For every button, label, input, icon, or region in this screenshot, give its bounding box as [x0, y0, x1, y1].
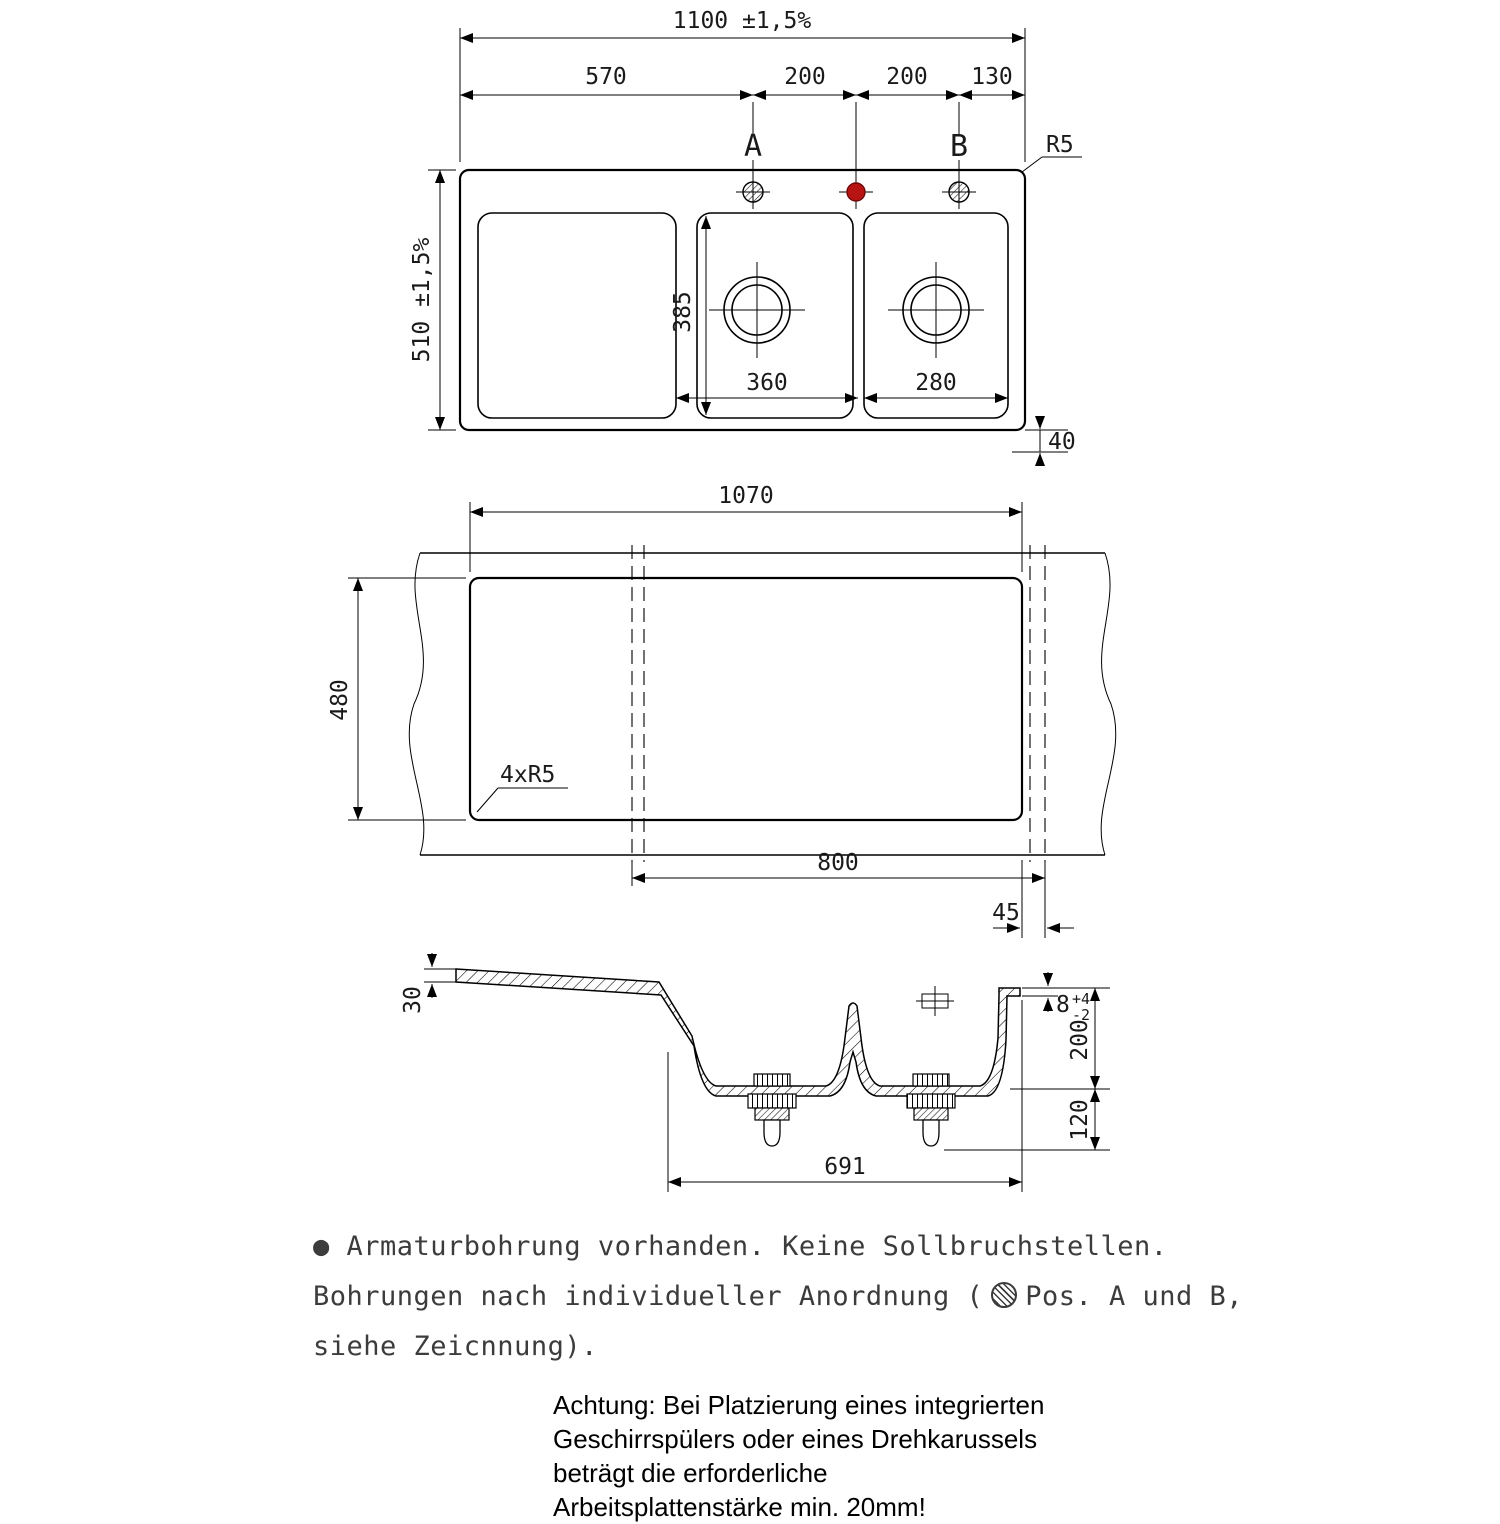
warning-line-3: beträgt die erforderliche	[553, 1458, 828, 1488]
dim-label-8-plus: +4	[1072, 990, 1091, 1008]
cutout-radius-callout	[477, 762, 568, 812]
dim-label-8-minus: -2	[1072, 1006, 1091, 1024]
dim-label-691: 691	[824, 1154, 866, 1180]
position-hole-icon	[991, 1282, 1017, 1308]
dim-cutout-45	[992, 860, 1074, 938]
warning-line-4: Arbeitsplattenstärke min. 20mm!	[553, 1492, 926, 1522]
hole-a-label: A	[743, 129, 763, 164]
corner-radius-callout	[1022, 132, 1082, 172]
dim-label-200b: 200	[886, 64, 928, 90]
dim-overall-height	[409, 170, 456, 430]
basin1-drain	[709, 262, 805, 358]
dim-label-30: 30	[400, 986, 426, 1014]
dim-label-8: 8	[1056, 992, 1070, 1018]
hole-b-icon	[949, 182, 969, 202]
section-hole-symbol	[916, 986, 954, 1016]
dim-label-280: 280	[915, 370, 957, 396]
drain-fitting-1	[748, 1074, 796, 1146]
faucet-hole-b	[942, 175, 976, 209]
dim-flange-8	[1022, 972, 1110, 1024]
break-line-left	[409, 553, 424, 855]
hole-a-icon	[743, 182, 763, 202]
dim-label-480: 480	[327, 679, 353, 721]
faucet-hole-center	[839, 175, 873, 209]
dim-label-200a: 200	[784, 64, 826, 90]
dim-label-130: 130	[971, 64, 1013, 90]
dim-label-510: 510 ±1,5%	[409, 237, 435, 363]
drainboard-outline	[478, 213, 676, 418]
dim-depth-120	[944, 1089, 1110, 1150]
notes-block	[313, 1222, 1243, 1372]
top-view	[409, 8, 1082, 466]
notes-line-2-pre: Bohrungen nach individueller Anordnung (	[313, 1281, 984, 1312]
basin2-drain	[888, 262, 984, 358]
notes-line-2	[313, 1272, 1243, 1322]
section-view	[400, 953, 1110, 1192]
notes-line-2-post: Pos. A und B,	[1025, 1281, 1244, 1312]
dim-row2	[460, 64, 1025, 182]
existing-hole-icon	[847, 183, 865, 201]
dim-basin2-width	[864, 370, 1008, 398]
notes-line-1-text: ● Armaturbohrung vorhanden. Keine Sollbruchstellen.	[313, 1231, 1168, 1262]
dim-label-570: 570	[585, 64, 627, 90]
dim-label-45: 45	[992, 900, 1020, 926]
dim-rim-30	[400, 953, 456, 1014]
faucet-hole-a	[736, 175, 770, 209]
dim-label-200: 200	[1067, 1019, 1093, 1061]
dim-label-120: 120	[1067, 1099, 1093, 1141]
dim-label-1070: 1070	[718, 483, 774, 509]
warning-line-1: Achtung: Bei Platzierung eines integrierten	[553, 1390, 1045, 1420]
drain-fitting-2	[907, 1074, 955, 1146]
radius-label: R5	[1046, 132, 1074, 158]
dim-label-overall: 1100 ±1,5%	[672, 8, 812, 34]
dim-cutout-width	[470, 483, 1022, 572]
cutout-radius-label: 4xR5	[500, 762, 556, 788]
dim-cutout-height	[327, 578, 466, 820]
warning-block	[553, 1388, 1044, 1524]
warning-line-2: Geschirrspülers oder eines Drehkarussels	[553, 1424, 1038, 1454]
notes-line-1	[313, 1222, 1243, 1272]
dim-label-800: 800	[817, 850, 859, 876]
cutout-view	[327, 483, 1116, 938]
dim-label-385: 385	[670, 291, 696, 333]
notes-line-3-text: siehe Zeicnnung).	[313, 1331, 598, 1362]
break-line-right	[1101, 553, 1116, 855]
hole-b-label: B	[949, 129, 969, 164]
dim-basin1-width	[676, 370, 858, 398]
notes-line-3	[313, 1322, 1243, 1372]
dim-label-40: 40	[1048, 429, 1076, 455]
dim-edge-40	[1012, 416, 1076, 466]
dim-label-360: 360	[746, 370, 788, 396]
dim-overall-width	[460, 8, 1025, 162]
